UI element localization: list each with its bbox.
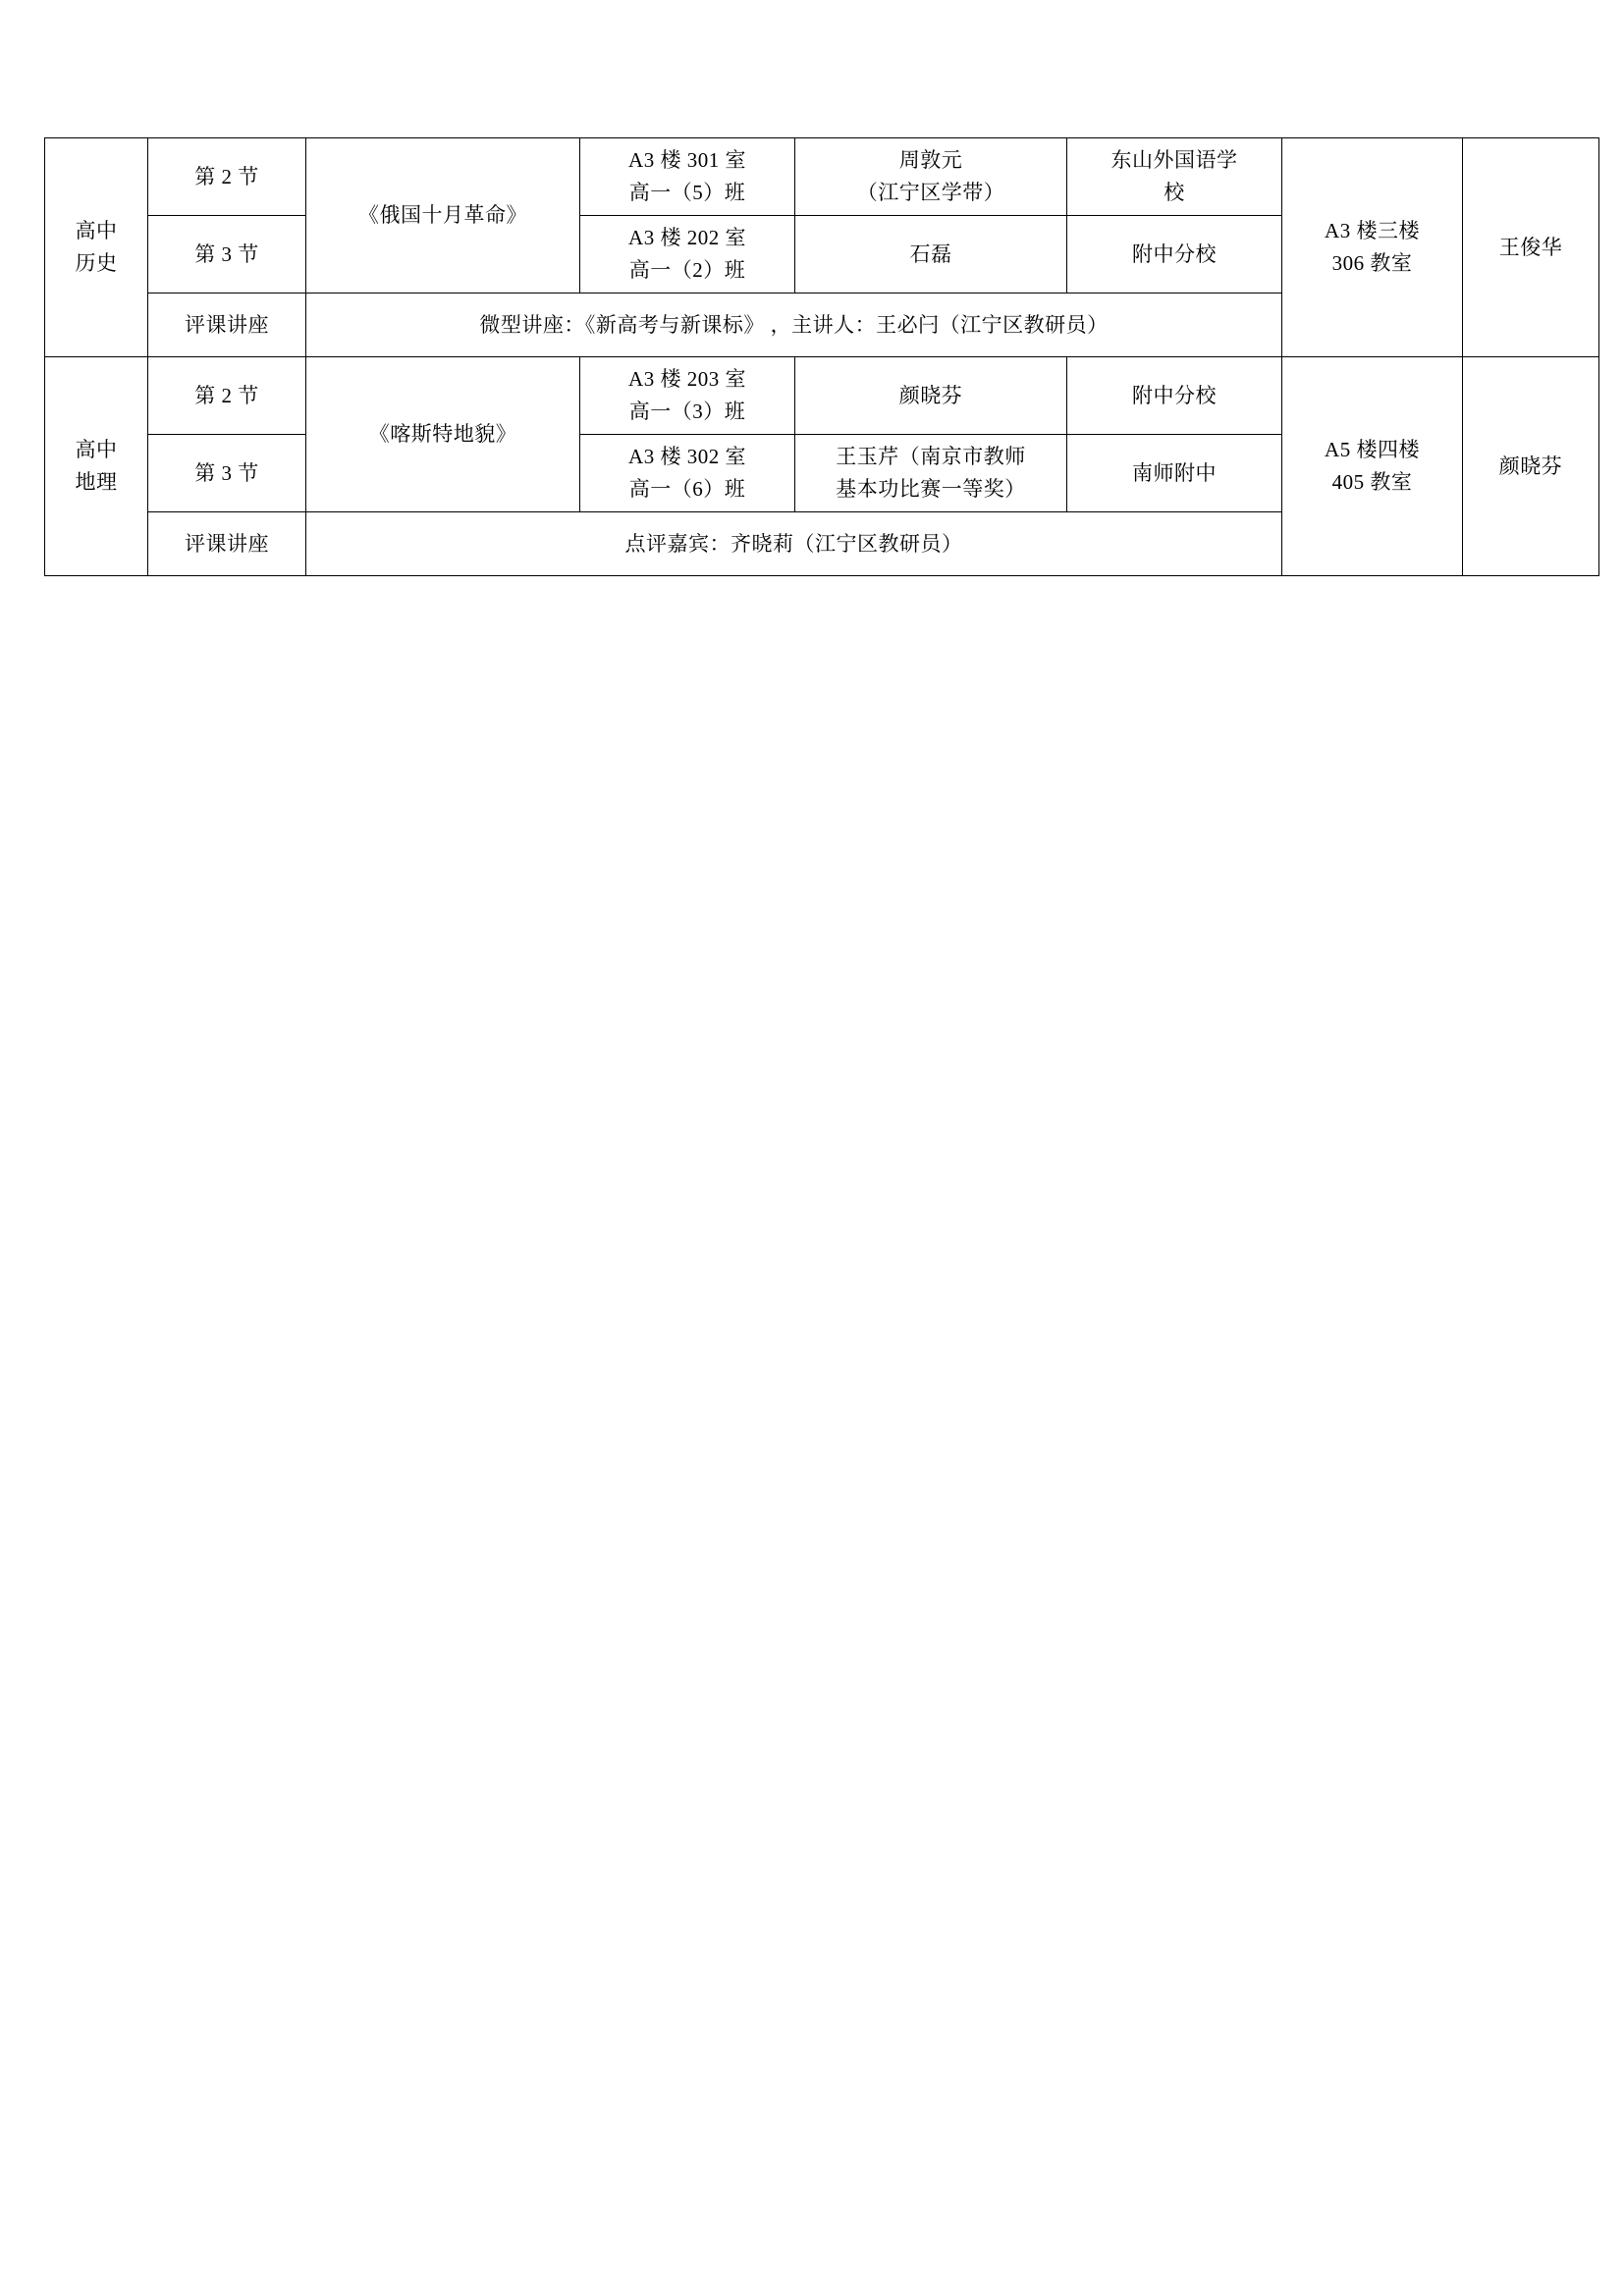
- place-cell: [580, 216, 795, 294]
- school-cell: 附中分校: [1067, 357, 1282, 435]
- teacher-cell: [795, 435, 1067, 512]
- period-cell: 第 3 节: [148, 216, 306, 294]
- place-line-2: 高一（6）班: [628, 477, 746, 501]
- place-cell: [580, 357, 795, 435]
- place-line-1: A3 楼 203 室: [628, 367, 746, 392]
- table-row: [45, 357, 1599, 435]
- subject-cell: [45, 138, 148, 357]
- table-row: [45, 138, 1599, 216]
- teacher-cell: 石磊: [795, 216, 1067, 294]
- school-cell: [1067, 138, 1282, 216]
- schedule-table: [44, 137, 1599, 576]
- subject-line-1: 高中: [75, 219, 118, 243]
- lecture-label-cell: 评课讲座: [148, 294, 306, 357]
- school-cell: 南师附中: [1067, 435, 1282, 512]
- place-cell: [580, 435, 795, 512]
- host-cell: 王俊华: [1463, 138, 1599, 357]
- place-line-1: A3 楼 302 室: [628, 445, 746, 469]
- school-line-1: 东山外国语学: [1110, 148, 1238, 173]
- venue-cell: [1282, 138, 1463, 357]
- teacher-line-1: 周敦元: [898, 148, 963, 173]
- place-line-2: 高一（2）班: [628, 258, 746, 282]
- venue-line-1: A5 楼四楼: [1325, 438, 1420, 462]
- place-line-1: A3 楼 301 室: [628, 148, 746, 173]
- host-cell: 颜晓芬: [1463, 357, 1599, 576]
- place-line-1: A3 楼 202 室: [628, 226, 746, 250]
- topic-cell: 《俄国十月革命》: [306, 138, 580, 294]
- venue-line-2: 306 教室: [1331, 251, 1413, 275]
- subject-line-1: 高中: [75, 438, 118, 462]
- topic-cell: 《喀斯特地貌》: [306, 357, 580, 512]
- subject-line-2: 地理: [75, 470, 118, 494]
- school-cell: 附中分校: [1067, 216, 1282, 294]
- period-cell: 第 2 节: [148, 357, 306, 435]
- venue-line-2: 405 教室: [1331, 470, 1413, 494]
- place-line-2: 高一（3）班: [628, 400, 746, 423]
- place-line-2: 高一（5）班: [628, 181, 746, 204]
- period-cell: 第 2 节: [148, 138, 306, 216]
- lecture-label-cell: 评课讲座: [148, 512, 306, 576]
- place-cell: [580, 138, 795, 216]
- subject-line-2: 历史: [75, 251, 118, 275]
- teacher-line-1: 王玉芹（南京市教师: [836, 445, 1026, 469]
- venue-line-1: A3 楼三楼: [1325, 219, 1420, 243]
- teacher-cell: [795, 138, 1067, 216]
- lecture-text-cell: 点评嘉宾：齐晓莉（江宁区教研员）: [306, 512, 1282, 576]
- teacher-line-2: 基本功比赛一等奖）: [836, 477, 1026, 501]
- school-line-2: 校: [1164, 181, 1185, 204]
- subject-cell: [45, 357, 148, 576]
- teacher-line-2: （江宁区学带）: [856, 181, 1005, 204]
- period-cell: 第 3 节: [148, 435, 306, 512]
- teacher-cell: 颜晓芬: [795, 357, 1067, 435]
- lecture-text-cell: 微型讲座：《新高考与新课标》 ，主讲人：王必闩（江宁区教研员）: [306, 294, 1282, 357]
- venue-cell: [1282, 357, 1463, 576]
